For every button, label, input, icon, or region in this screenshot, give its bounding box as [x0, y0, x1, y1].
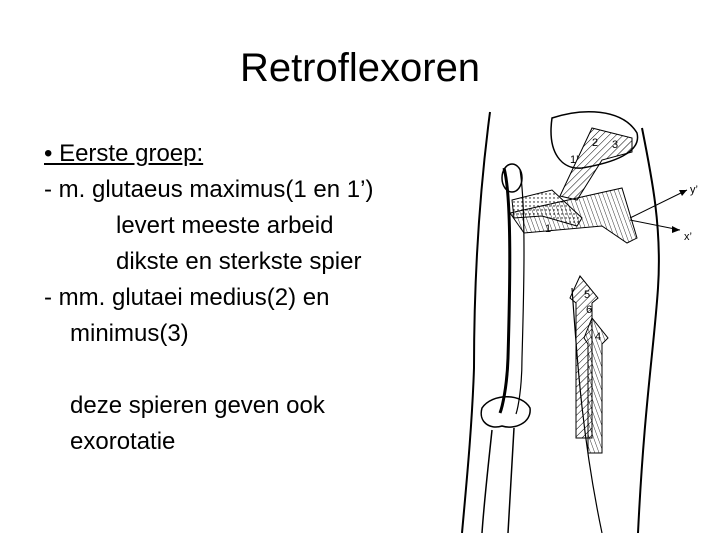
- muscle-label-4: 4: [595, 331, 602, 343]
- knee: [481, 397, 530, 427]
- leg-outline: [462, 112, 490, 533]
- muscle-label-3: 3: [612, 139, 619, 151]
- exorotation-line-2: exorotatie: [70, 428, 176, 455]
- glutaeus-maximus-line: - m. glutaeus maximus(1 en 1’): [44, 176, 374, 203]
- axis-y-label: y’: [690, 184, 698, 196]
- slide-body: [44, 136, 373, 460]
- tibia: [482, 428, 514, 533]
- femur: [500, 168, 510, 413]
- muscle-label-1-prime: 1’: [570, 154, 579, 166]
- muscle-label-6: 6: [586, 304, 593, 316]
- spacer: [44, 352, 373, 388]
- slide-title: Retroflexoren: [239, 46, 481, 90]
- hip-muscle-diagram: [452, 108, 720, 533]
- muscle-label-5: 5: [584, 289, 591, 301]
- muscle-label-1: 1: [545, 223, 552, 235]
- most-work-line: levert meeste arbeid: [116, 212, 334, 239]
- muscle-label-2: 2: [592, 137, 599, 149]
- glutaei-medius-line: - mm. glutaei medius(2) en: [44, 284, 330, 311]
- minimus-line: minimus(3): [70, 320, 189, 347]
- axis-y: [630, 190, 687, 218]
- thickest-muscle-line: dikste en sterkste spier: [116, 248, 362, 275]
- bullet-text: • Eerste groep:: [44, 140, 204, 167]
- exorotation-line-1: deze spieren geven ook: [70, 392, 325, 419]
- bullet-first-group: [44, 136, 373, 172]
- axis-x-arrowhead: [672, 226, 680, 233]
- leg-outline-right: [638, 128, 659, 533]
- axis-x-label: x’: [684, 231, 692, 243]
